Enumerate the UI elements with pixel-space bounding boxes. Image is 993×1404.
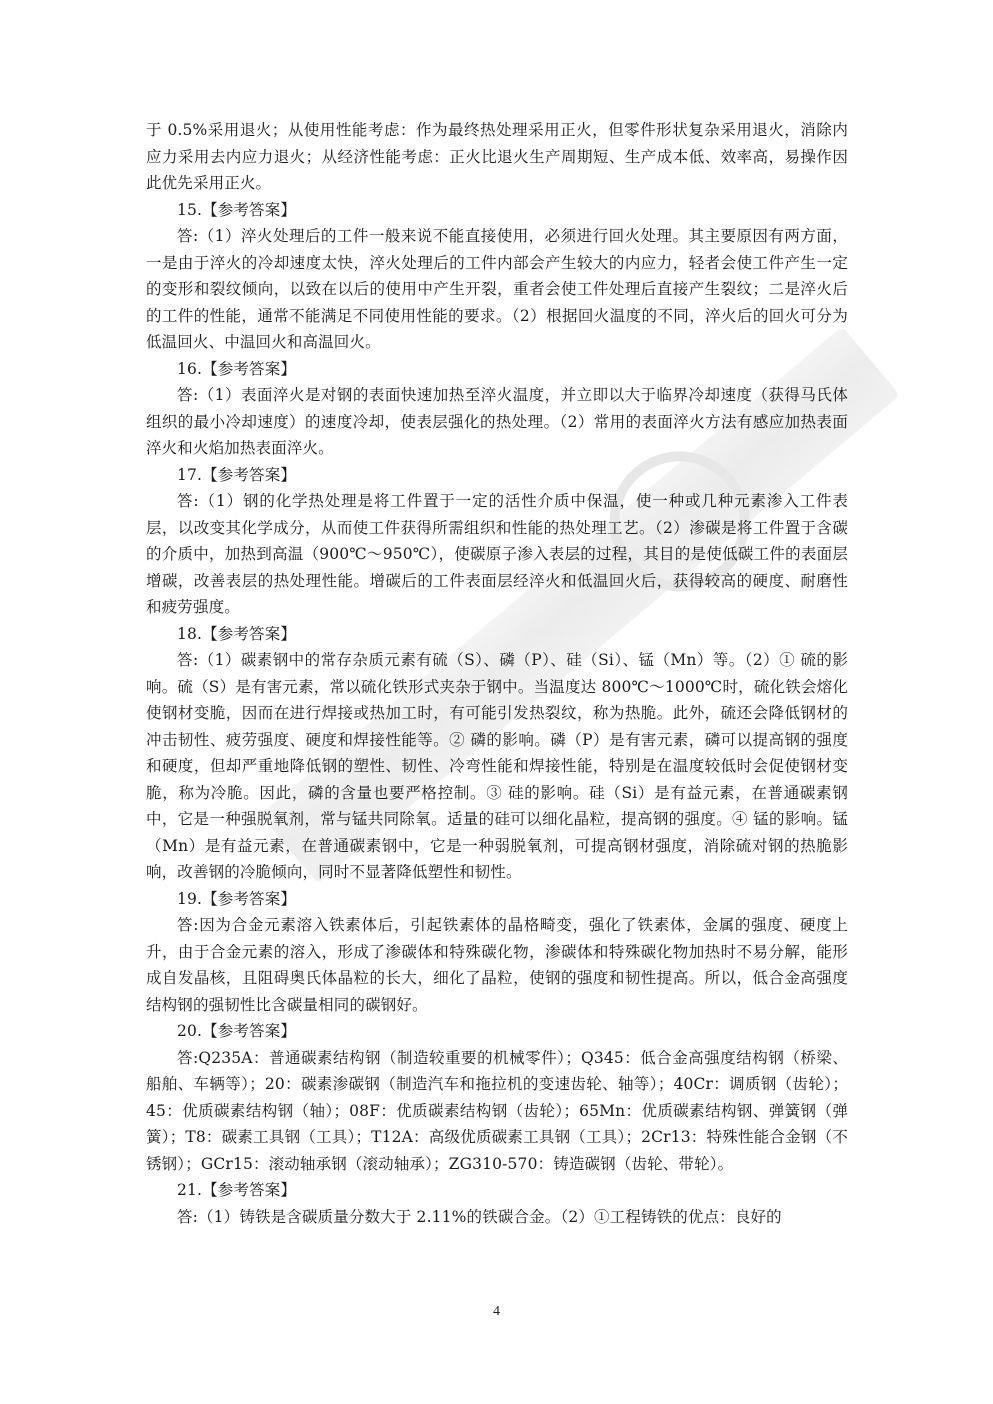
page-number: 4	[493, 1304, 500, 1319]
answer-heading: 18.【参考答案】	[177, 624, 297, 643]
answer-paragraph: 答:（1）钢的化学热处理是将工件置于一定的活性介质中保温，使一种或几种元素渗入工件表层，以改变其化学成分，从而使工件获得所需组织和性能的热处理工艺。（2）渗碳是将工件置于含碳的介质中，加热到高温（900℃～950℃），使碳原子渗入表层的过程，其目的是使低碳工件的表面层增碳，改善表层的热处理性能。增碳后的工件表面层经淬火和低温回火后，获得较高的硬度、耐磨性和疲劳强度。	[146, 492, 848, 616]
answer-paragraph: 答:（1）碳素钢中的常存杂质元素有硫（S）、磷（P）、硅（Si）、锰（Mn）等。（2）① 硫的影响。硫（S）是有害元素，常以硫化铁形式夹杂于钢中。当温度达 800℃～1000℃时，硫化铁会熔化使钢材变脆，因而在进行焊接或热加工时，有可能引发热裂纹，称为热脆。此外，硫还会降低钢材的冲击韧性、疲劳强度、硬度和焊接性能等。② 磷的影响。磷（P）是有害元素，磷可以提高钢的强度和硬度，但却严重地降低钢的塑性、韧性、冷弯性能和焊接性能，特别是在温度较低时会促使钢材变脆，称为冷脆。因此，磷的含量也要严格控制。③ 硅的影响。硅（Si）是有益元素，在普通碳素钢中，它是一种强脱氧剂，常与锰共同除氧。适量的硅可以细化晶粒，提高钢的强度。④ 锰的影响。锰（Mn）是有益元素，在普通碳素钢中，它是一种弱脱氧剂，可提高钢材强度，消除硫对钢的热脆影响，改善钢的冷脆倾向，同时不显著降低塑性和韧性。	[146, 651, 848, 881]
answer-paragraph: 答:因为合金元素溶入铁素体后，引起铁素体的晶格畸变，强化了铁素体，金属的强度、硬度上升，由于合金元素的溶入，形成了渗碳体和特殊碳化物，渗碳体和特殊碳化物加热时不易分解，能形成自发晶核，且阻碍奥氏体晶粒的长大，细化了晶粒，使钢的强度和韧性提高。所以，低合金高强度结构钢的强韧性比含碳量相同的碳钢好。	[146, 916, 848, 1014]
answer-heading: 19.【参考答案】	[177, 889, 297, 908]
answer-heading: 21.【参考答案】	[177, 1181, 297, 1199]
answer-heading: 17.【参考答案】	[177, 465, 297, 484]
answer-paragraph: 答:（1）表面淬火是对钢的表面快速加热至淬火温度，并立即以大于临界冷却速度（获得马氏体组织的最小冷却速度）的速度冷却，使表层强化的热处理。（2）常用的表面淬火方法有感应加热表面淬火和火焰加热表面淬火。	[146, 386, 848, 457]
answer-heading: 15.【参考答案】	[177, 200, 297, 219]
answer-paragraph: 答:（1）淬火处理后的工件一般来说不能直接使用，必须进行回火处理。其主要原因有两方面，一是由于淬火的冷却速度太快，淬火处理后的工件内部会产生较大的内应力，轻者会使工件产生一定的变形和裂纹倾向，以致在以后的使用中产生开裂，重者会使工件处理后直接产生裂纹；二是淬火后的工件的性能，通常不能满足不同使用性能的要求。（2）根据回火温度的不同，淬火后的回火可分为低温回火、中温回火和高温回火。	[146, 227, 848, 351]
answer-paragraph: 答:Q235A：普通碳素结构钢（制造较重要的机械零件）；Q345：低合金高强度结构钢（桥梁、船舶、车辆等）；20：碳素渗碳钢（制造汽车和拖拉机的变速齿轮、轴等）；40Cr：调质钢（齿轮）；45：优质碳素结构钢（轴）；08F：优质碳素结构钢（齿轮）；65Mn：优质碳素结构钢、弹簧钢（弹簧）；T8：碳素工具钢（工具）；T12A：高级优质碳素工具钢（工具）；2Cr13：特殊性能合金钢（不锈钢）；GCr15：滚动轴承钢（滚动轴承）；ZG310-570：铸造碳钢（齿轮、带轮）。	[146, 1048, 848, 1173]
document-body	[146, 117, 848, 1230]
continued-paragraph: 于 0.5%采用退火；从使用性能考虑：作为最终热处理采用正火，但零件形状复杂采用退火，消除内应力采用去内应力退火；从经济性能考虑：正火比退火生产周期短、生产成本低、效率高，易操作因此优先采用正火。	[146, 121, 848, 192]
answer-paragraph: 答:（1）铸铁是含碳质量分数大于 2.11%的铁碳合金。（2）①工程铸铁的优点：良好的	[177, 1207, 782, 1226]
answer-heading: 20.【参考答案】	[177, 1022, 297, 1040]
answer-heading: 16.【参考答案】	[177, 359, 297, 378]
